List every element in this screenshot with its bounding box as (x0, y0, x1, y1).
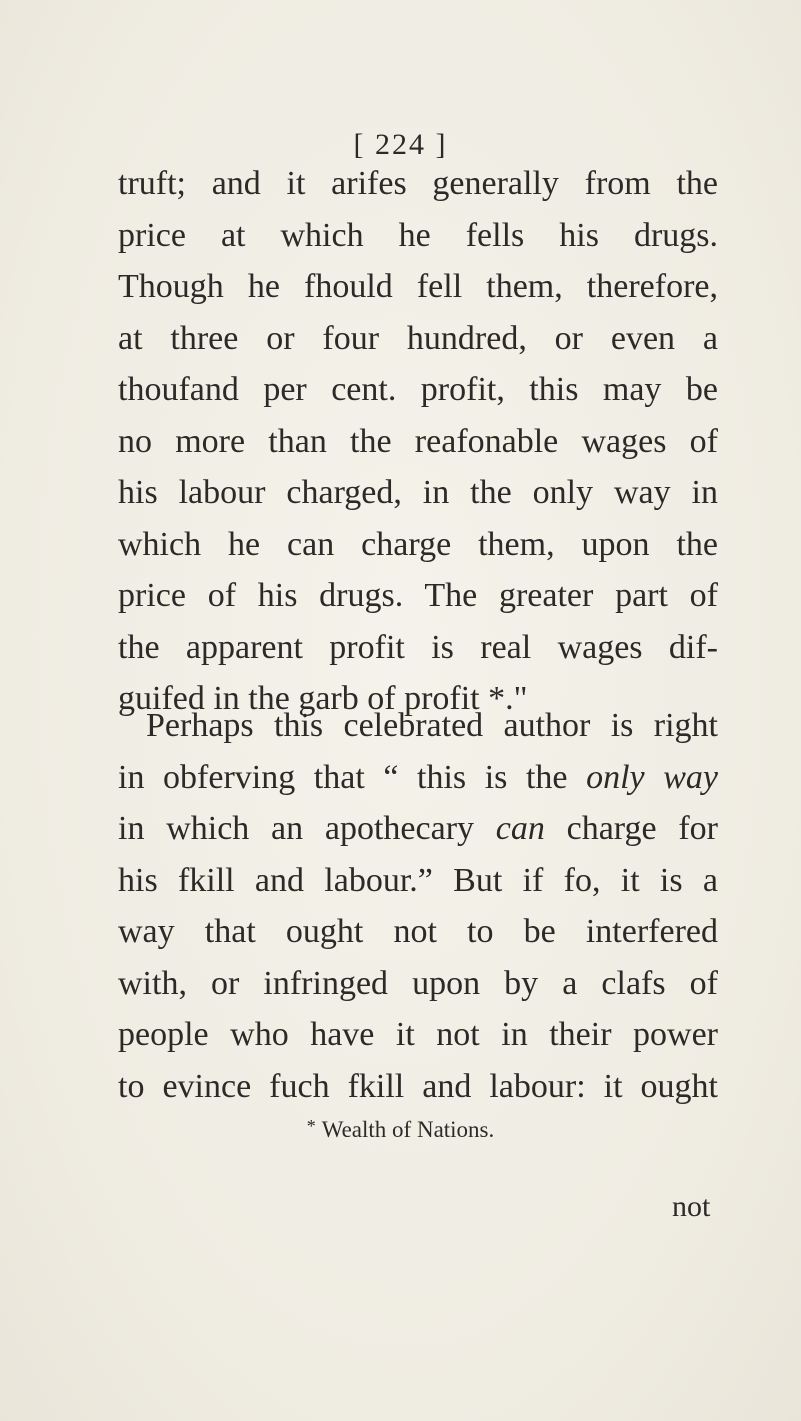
text-segment: in which an apothecary (118, 810, 496, 847)
paragraph-2 (118, 700, 718, 1112)
text-line: thoufand per cent. profit, this may be (118, 371, 718, 408)
text-line: people who have it not in their power (118, 1016, 718, 1053)
text-line: at three or four hundred, or even a (118, 319, 718, 357)
text-line: price at which he fells his drugs. (118, 216, 718, 254)
text-line (118, 803, 718, 855)
text-line: guifed in the garb of profit *." (118, 680, 528, 717)
italic-emphasis: can (495, 810, 545, 847)
text-line: to evince fuch fkill and labour: it ought (118, 1067, 718, 1105)
text-line: truft; and it arifes generally from the (118, 165, 718, 202)
text-segment: charge for (544, 810, 719, 847)
footnote-mark: * (306, 1116, 316, 1136)
text-line: his labour charged, in the only way in (118, 474, 718, 511)
text-segment: in obferving that “ this is the (118, 758, 587, 796)
italic-emphasis: only way (586, 758, 718, 796)
catchword: not (672, 1190, 711, 1223)
footnote (0, 1116, 801, 1143)
text-line: which he can charge them, upon the (118, 525, 718, 563)
page-number: [ 224 ] (353, 128, 448, 161)
text-line (118, 752, 718, 804)
text-line: Perhaps this celebrated author is right (146, 707, 718, 744)
text-line: the apparent profit is real wages dif- (118, 628, 718, 666)
text-line: no more than the reafonable wages of (118, 422, 718, 460)
paragraph-1 (118, 158, 718, 725)
text-line: his fkill and labour.” But if fo, it is a (118, 861, 718, 899)
text-line: Though he fhould fell them, therefore, (118, 268, 718, 305)
text-line: price of his drugs. The greater part of (118, 577, 718, 614)
text-line: with, or infringed upon by a clafs of (118, 964, 718, 1002)
footnote-text: Wealth of Nations. (321, 1117, 495, 1142)
text-line: way that ought not to be interfered (118, 913, 718, 950)
